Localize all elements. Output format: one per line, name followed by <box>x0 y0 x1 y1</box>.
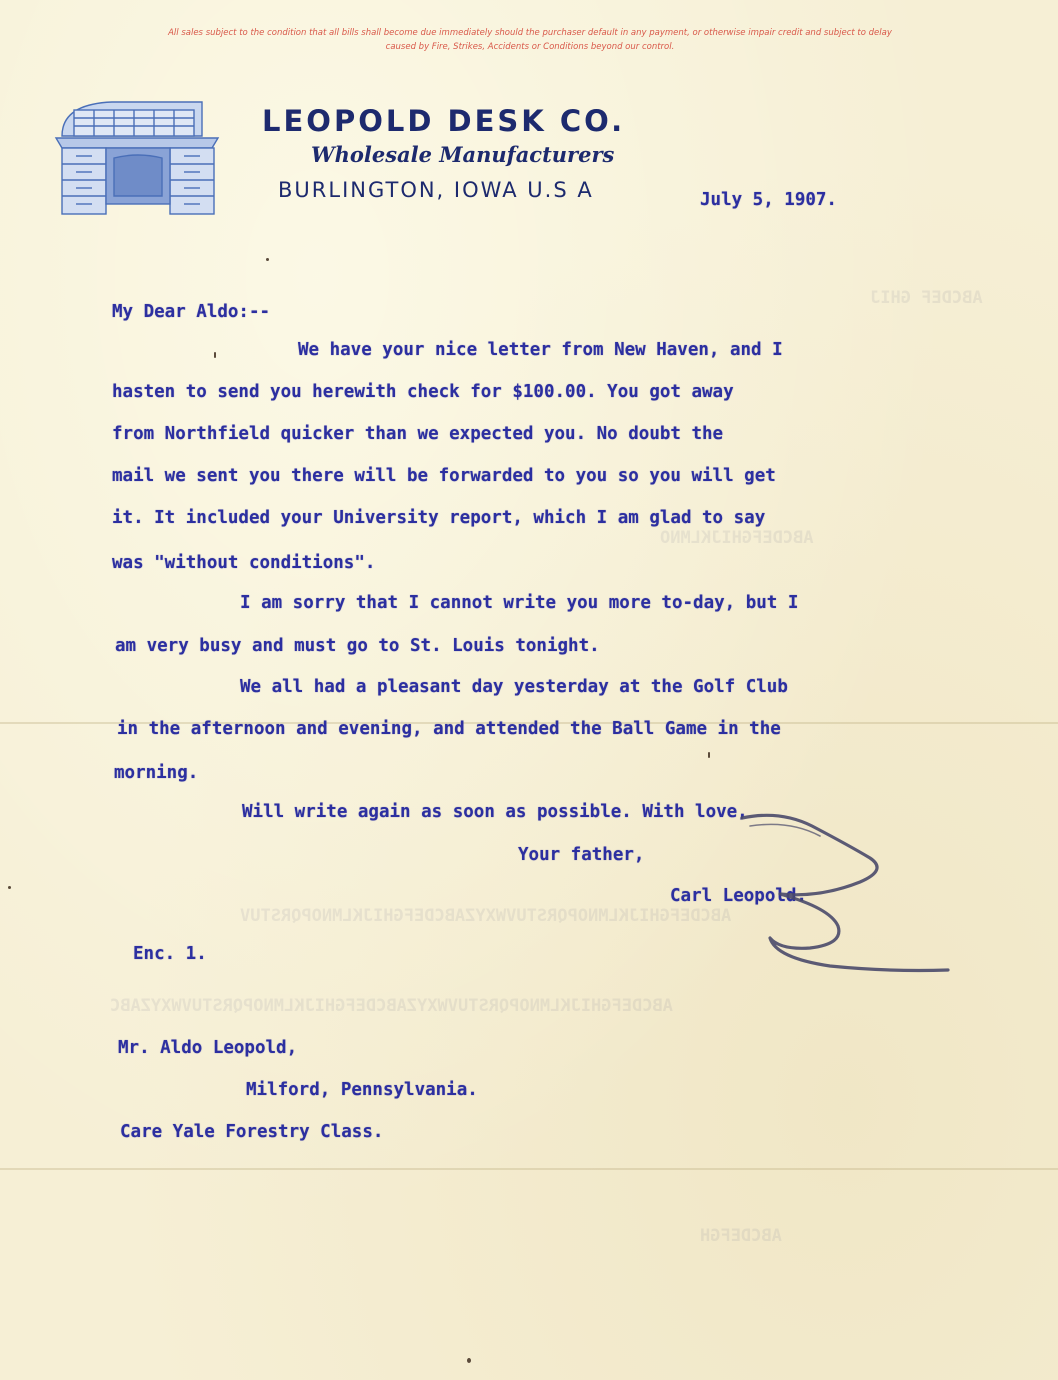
address-line: Care Yale Forestry Class. <box>120 1122 384 1142</box>
paper-speck <box>708 752 710 758</box>
enclosure-note: Enc. 1. <box>133 944 207 964</box>
company-location: BURLINGTON, IOWA U.S A <box>278 178 594 202</box>
address-line: Milford, Pennsylvania. <box>246 1080 478 1100</box>
terms-notice-line: All sales subject to the condition that all bills shall become due immediately should the purchaser default in any payment, or otherwise impair credit and subject to delay <box>168 28 892 38</box>
body-line: it. It included your University report, which I am glad to say <box>112 508 766 528</box>
bleed-through: ABCDEFGHIJKLMNO <box>660 528 814 548</box>
bleed-through: ABCDEFGH <box>700 1226 782 1246</box>
fold-line <box>0 1168 1058 1170</box>
address-line: Mr. Aldo Leopold, <box>118 1038 298 1058</box>
closing: Your father, <box>518 845 645 865</box>
bleed-through: ABCDEFGHIJKLMNOPQRSTUVWXYZABCDEFGHIJKLMNOPQRSTUVWXYZABC <box>110 996 673 1016</box>
body-line: mail we sent you there will be forwarded to you so you will get <box>112 466 776 486</box>
paper-speck <box>467 1358 471 1363</box>
bleed-through: ABCDEFGHIJKLMNOPQRSTUVWXYZABCDEFGHIJKLMNOPQRSTUV <box>240 906 732 926</box>
body-line: from Northfield quicker than we expected you. No doubt the <box>112 424 724 444</box>
terms-notice-line: caused by Fire, Strikes, Accidents or Conditions beyond our control. <box>385 42 675 52</box>
company-name: LEOPOLD DESK CO. <box>262 104 626 138</box>
body-line: hasten to send you herewith check for $100.00. You got away <box>112 382 734 402</box>
letter-date: July 5, 1907. <box>700 190 837 210</box>
signer-name: Carl Leopold. <box>670 886 807 906</box>
body-line: was "without conditions". <box>112 553 376 573</box>
salutation: My Dear Aldo:-- <box>112 302 271 322</box>
body-line: in the afternoon and evening, and attended the Ball Game in the <box>117 719 781 739</box>
body-line: am very busy and must go to St. Louis tonight. <box>115 636 600 656</box>
paper-speck <box>8 886 11 889</box>
body-line: We all had a pleasant day yesterday at the Golf Club <box>240 677 788 697</box>
bleed-through: ABCDEF GHIJ <box>870 288 983 308</box>
body-line: We have your nice letter from New Haven, and I <box>298 340 783 360</box>
body-line: Will write again as soon as possible. With love, <box>242 802 748 822</box>
signature-icon <box>720 798 960 983</box>
paper-speck <box>214 352 216 358</box>
body-line: I am sorry that I cannot write you more to-day, but I <box>240 593 799 613</box>
terms-notice <box>70 26 990 54</box>
roll-top-desk-icon <box>52 96 224 218</box>
body-line: morning. <box>114 763 199 783</box>
company-subtitle: Wholesale Manufacturers <box>311 142 615 167</box>
paper-speck <box>266 258 269 261</box>
